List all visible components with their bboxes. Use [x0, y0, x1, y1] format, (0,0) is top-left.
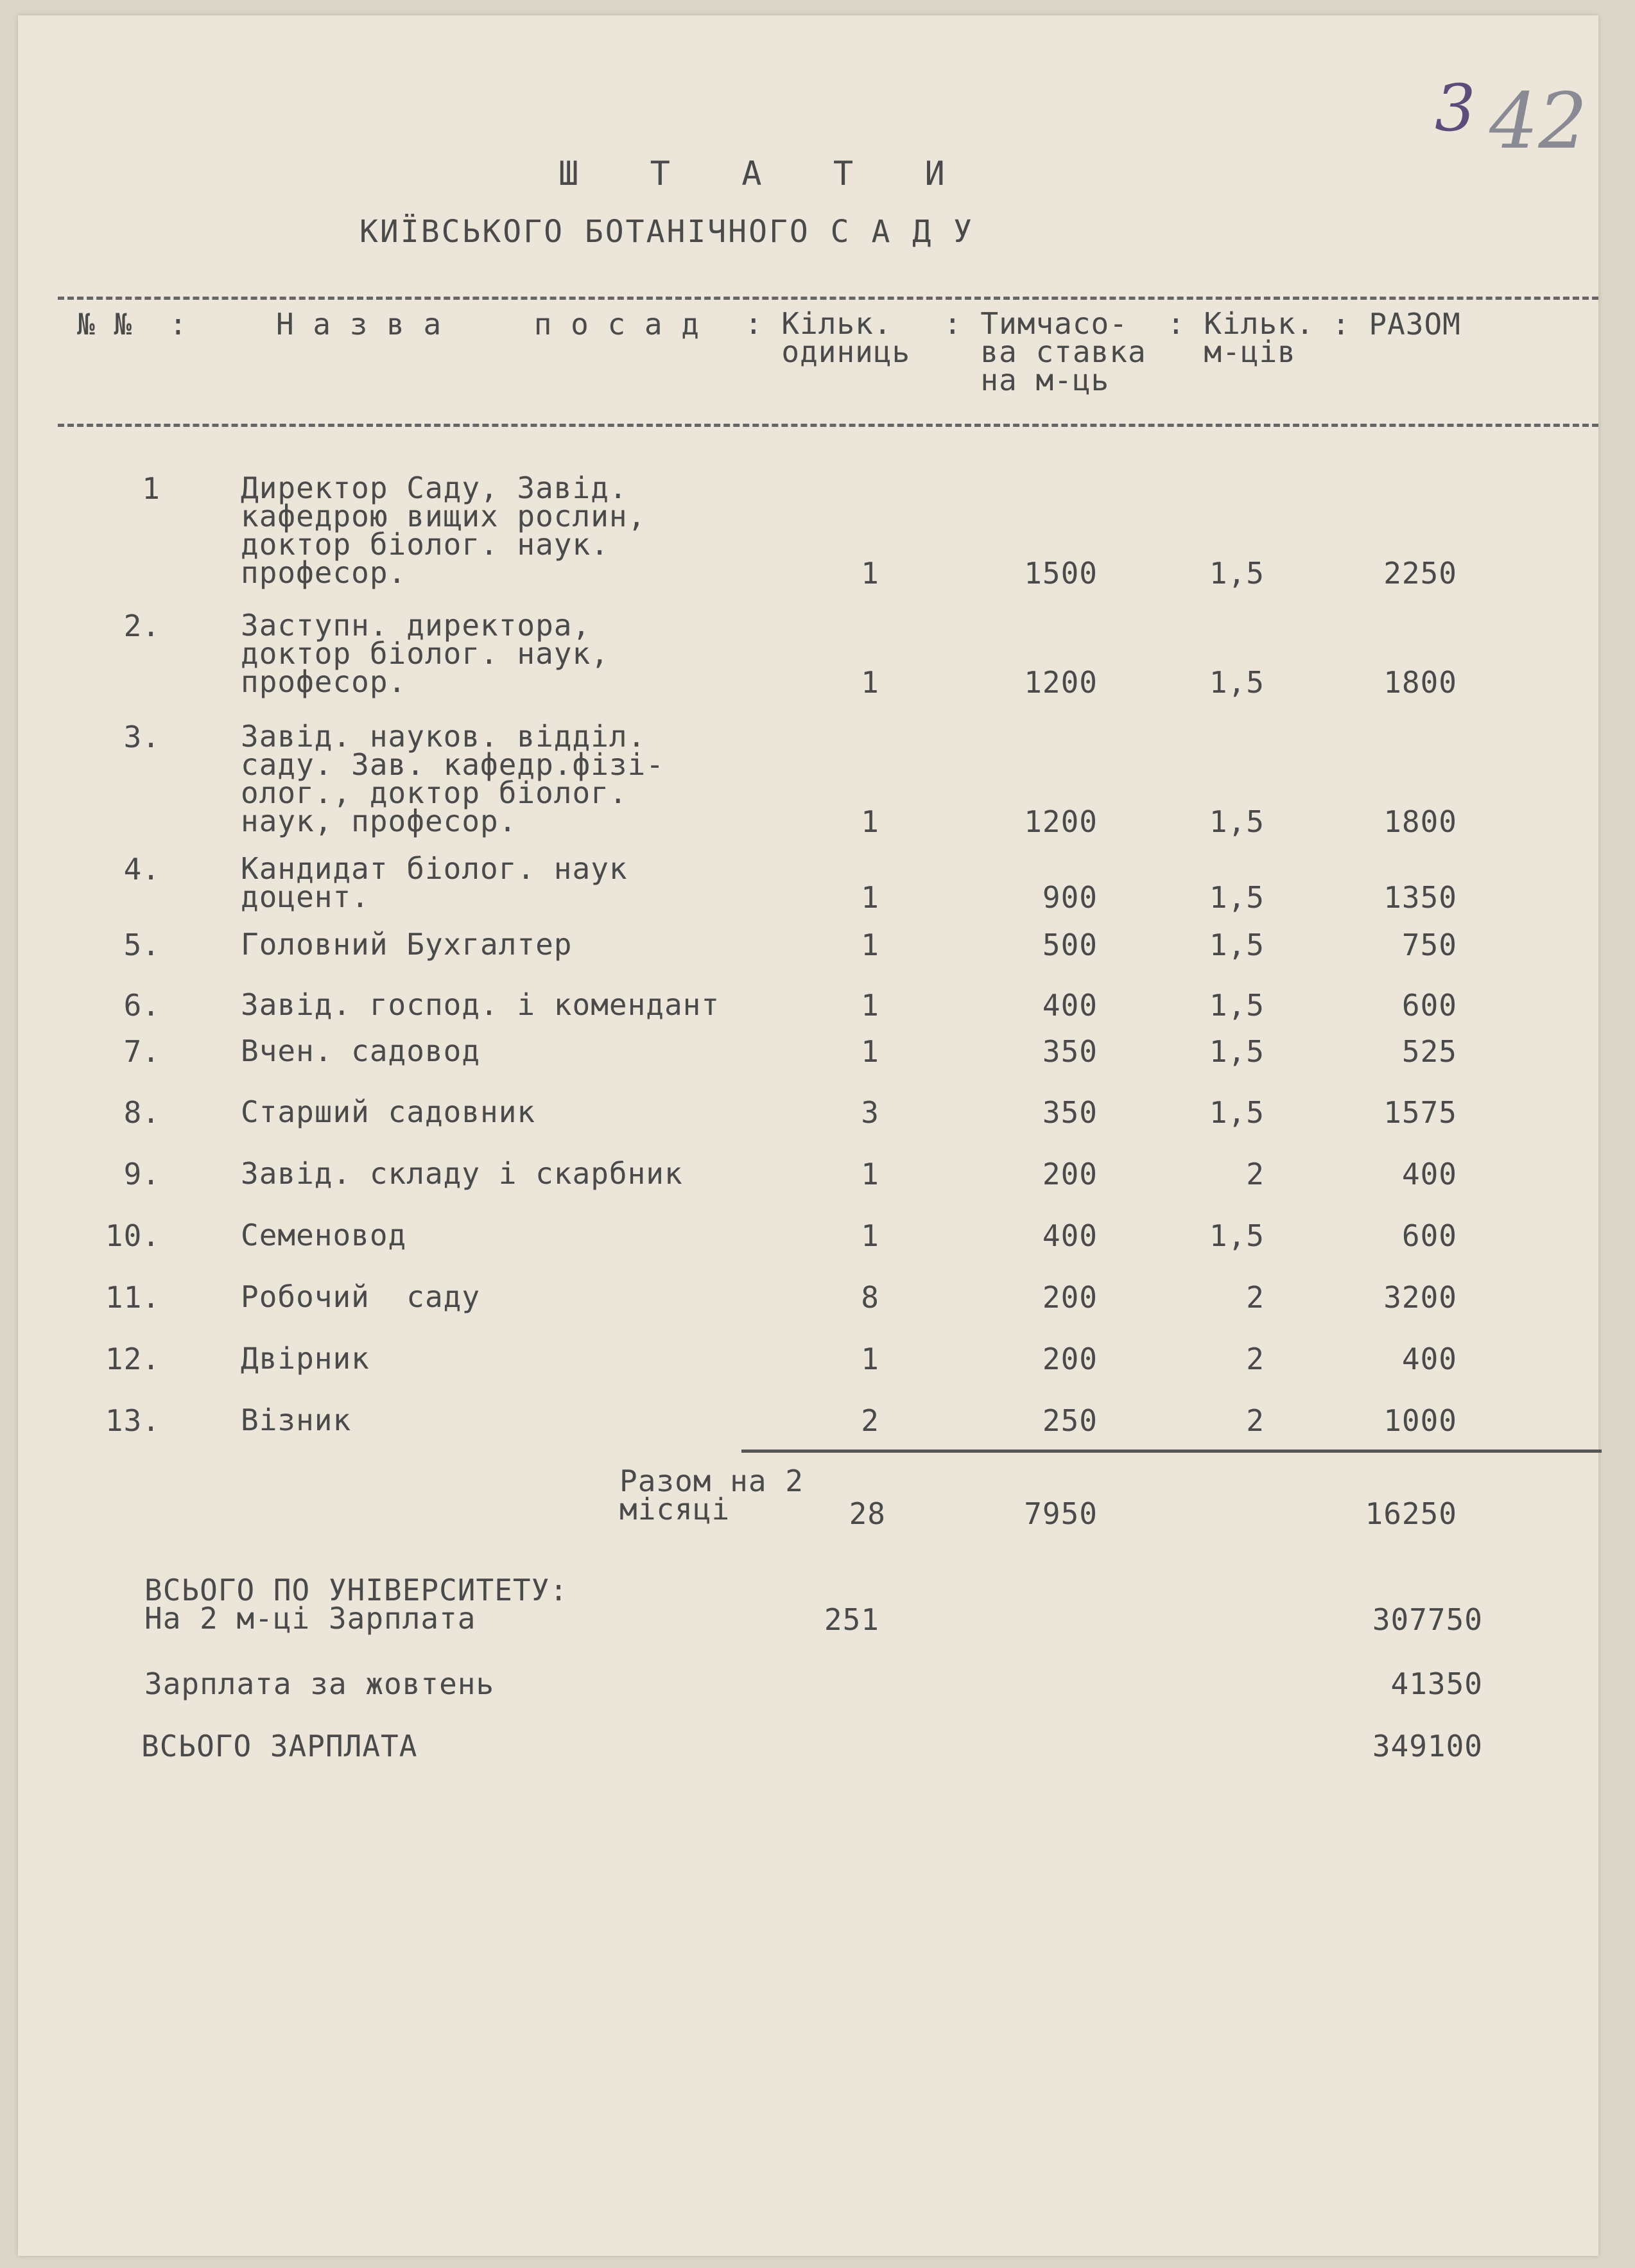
header-top-rule [58, 297, 1598, 300]
row-position-name: Вчен. садовод [241, 1034, 481, 1068]
row-months: 2 [1246, 1403, 1265, 1438]
header-no: № № : [77, 307, 188, 342]
row-total: 400 [1401, 1342, 1457, 1376]
october-label: Зарплата за жовтень [144, 1666, 495, 1701]
row-total: 1000 [1383, 1403, 1457, 1438]
row-qty: 1 [861, 1157, 879, 1191]
row-number: 6. [123, 988, 160, 1023]
row-months: 1,5 [1209, 928, 1265, 962]
row-rate: 350 [1042, 1034, 1098, 1069]
row-position-name: Семеновод [241, 1218, 407, 1252]
row-total: 2250 [1383, 556, 1457, 591]
row-months: 1,5 [1209, 1218, 1265, 1253]
row-qty: 1 [861, 1218, 879, 1253]
row-rate: 200 [1042, 1280, 1098, 1315]
header-name: Н а з в а п о с а д [276, 307, 700, 342]
row-number: 11. [105, 1280, 160, 1315]
row-position-name: Старший садовник [241, 1095, 536, 1129]
row-months: 1,5 [1209, 665, 1265, 700]
row-rate: 1200 [1024, 804, 1098, 839]
row-position-name: Завід. господ. і комендант [241, 987, 720, 1022]
row-total: 1575 [1383, 1095, 1457, 1130]
header-total: : РАЗОМ [1332, 307, 1461, 342]
page-number-ink: 3 [1435, 71, 1476, 146]
row-position-name: Завід. складу і скарбник [241, 1156, 683, 1191]
row-number: 5. [123, 928, 160, 962]
row-qty: 1 [861, 556, 879, 591]
row-months: 1,5 [1209, 880, 1265, 915]
row-qty: 1 [861, 880, 879, 915]
row-position-name: Завід. науков. відділ. саду. Зав. кафедр.фізі- олог., доктор біолог. наук, професор. [241, 719, 664, 838]
row-qty: 1 [861, 1034, 879, 1069]
row-qty: 3 [861, 1095, 879, 1130]
row-qty: 1 [861, 928, 879, 962]
row-number: 3. [123, 720, 160, 754]
row-rate: 400 [1042, 1218, 1098, 1253]
grand-total: 349100 [1372, 1729, 1483, 1763]
row-position-name: Кандидат біолог. наук доцент. [241, 851, 628, 914]
row-qty: 1 [861, 1342, 879, 1376]
row-number: 2. [123, 609, 160, 643]
row-position-name: Візник [241, 1403, 352, 1437]
row-number: 10. [105, 1218, 160, 1253]
row-total: 600 [1401, 988, 1457, 1023]
header-rate: : Тимчасо- ва ставка на м-ць [944, 306, 1146, 397]
row-rate: 400 [1042, 988, 1098, 1023]
header-bottom-rule [58, 424, 1598, 427]
row-qty: 2 [861, 1403, 879, 1438]
subtotal-total: 16250 [1365, 1496, 1457, 1531]
row-total: 400 [1401, 1157, 1457, 1191]
row-number: 9. [123, 1157, 160, 1191]
row-position-name: Директор Саду, Завід. кафедрою вищих рослин, доктор біолог. наук. професор. [241, 471, 646, 590]
row-rate: 1200 [1024, 665, 1098, 700]
row-qty: 8 [861, 1280, 879, 1315]
university-total: 307750 [1372, 1602, 1483, 1637]
row-qty: 1 [861, 988, 879, 1023]
row-months: 1,5 [1209, 1034, 1265, 1069]
document-subtitle: КИЇВСЬКОГО БОТАНІЧНОГО С А Д У [359, 214, 974, 250]
row-months: 1,5 [1209, 556, 1265, 591]
row-position-name: Робочий саду [241, 1279, 481, 1314]
row-total: 1350 [1383, 880, 1457, 915]
header-qty: : Кільк. одиниць [745, 306, 911, 369]
university-qty: 251 [824, 1602, 879, 1637]
subtotal-rate: 7950 [1024, 1496, 1098, 1531]
row-number: 7. [123, 1034, 160, 1069]
row-number: 4. [123, 852, 160, 887]
row-position-name: Заступн. директора, доктор біолог. наук, професор. [241, 608, 609, 699]
row-number: 1 [142, 471, 160, 506]
subtotal-label: Разом на 2 місяці [619, 1464, 804, 1527]
row-total: 1800 [1383, 804, 1457, 839]
row-months: 1,5 [1209, 988, 1265, 1023]
row-months: 2 [1246, 1280, 1265, 1315]
row-months: 1,5 [1209, 804, 1265, 839]
row-months: 2 [1246, 1157, 1265, 1191]
row-total: 3200 [1383, 1280, 1457, 1315]
row-rate: 350 [1042, 1095, 1098, 1130]
row-total: 600 [1401, 1218, 1457, 1253]
university-label: ВСЬОГО ПО УНІВЕРСИТЕТУ: На 2 м-ці Зарплата [144, 1573, 568, 1636]
row-qty: 1 [861, 804, 879, 839]
row-number: 12. [105, 1342, 160, 1376]
row-months: 1,5 [1209, 1095, 1265, 1130]
row-qty: 1 [861, 665, 879, 700]
row-total: 750 [1401, 928, 1457, 962]
row-position-name: Двірник [241, 1341, 370, 1376]
row-total: 525 [1401, 1034, 1457, 1069]
row-number: 8. [123, 1095, 160, 1130]
row-rate: 250 [1042, 1403, 1098, 1438]
header-months: : Кільк. м-ців [1167, 306, 1315, 369]
row-position-name: Головний Бухгалтер [241, 927, 573, 962]
row-total: 1800 [1383, 665, 1457, 700]
october-total: 41350 [1390, 1666, 1483, 1701]
row-rate: 500 [1042, 928, 1098, 962]
document-title: Ш Т А Т И [558, 155, 971, 193]
subtotal-rule [741, 1450, 1602, 1453]
grand-label: ВСЬОГО ЗАРПЛАТА [141, 1729, 418, 1763]
subtotal-qty: 28 [849, 1496, 886, 1531]
row-number: 13. [105, 1403, 160, 1438]
row-rate: 200 [1042, 1342, 1098, 1376]
row-months: 2 [1246, 1342, 1265, 1376]
row-rate: 900 [1042, 880, 1098, 915]
page-number-pencil: 42 [1489, 77, 1587, 166]
row-rate: 200 [1042, 1157, 1098, 1191]
row-rate: 1500 [1024, 556, 1098, 591]
